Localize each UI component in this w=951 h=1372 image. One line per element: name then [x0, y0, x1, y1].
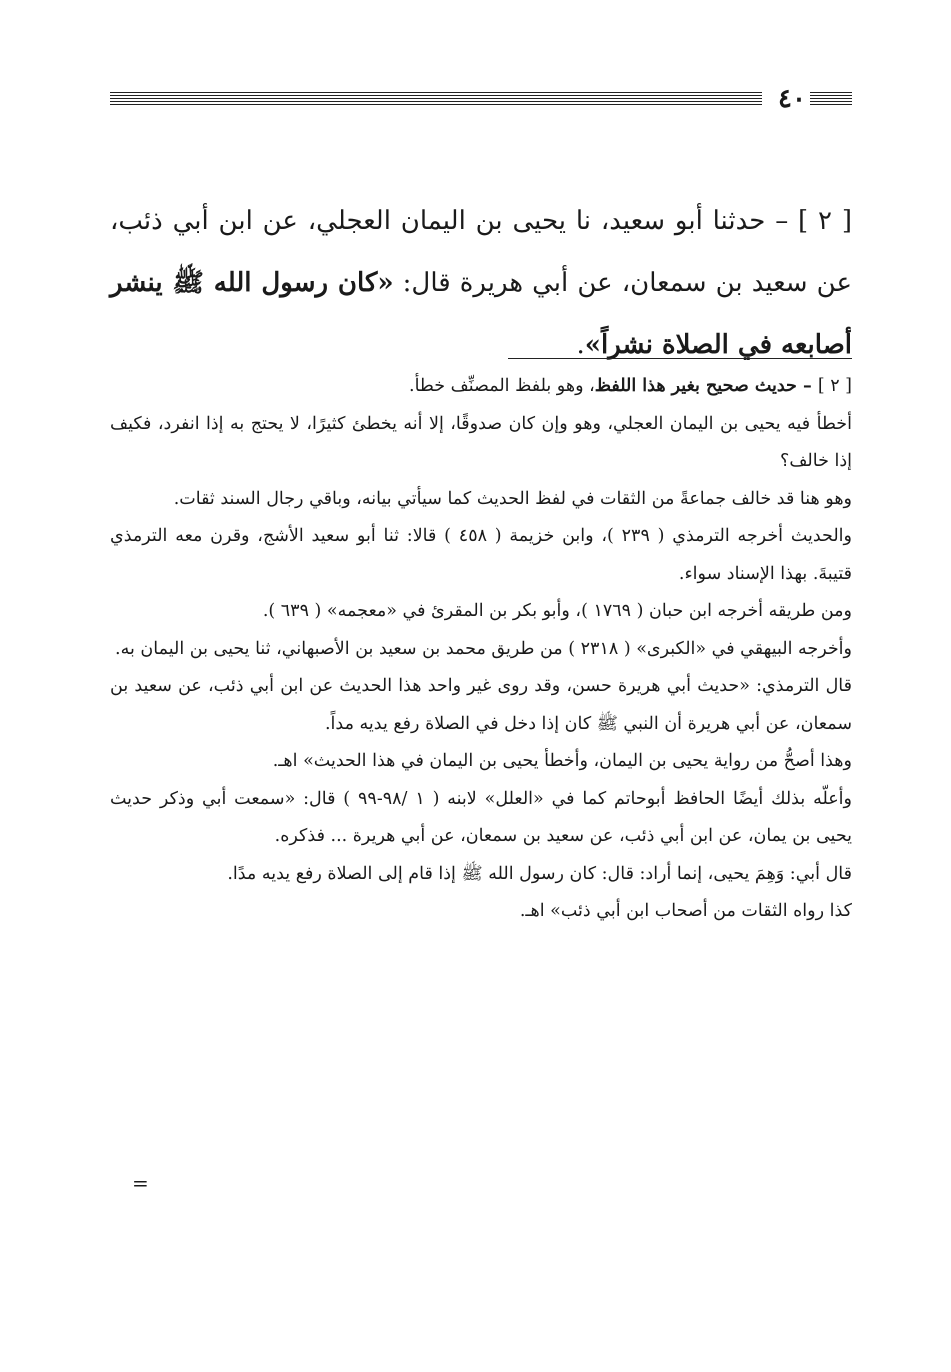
footnote-paragraph: والحديث أخرجه الترمذي ( ٢٣٩ )، وابن خزيمة ( ٤٥٨ ) قالا: ثنا أبو سعيد الأشج، وقرن معه الترمذي قتيبةَ. بهذا الإسناد سواء.: [110, 526, 852, 584]
page-header: [110, 84, 852, 118]
footnote-paragraph: أخطأ فيه يحيى بن اليمان العجلي، وهو وإن كان صدوقًا، إلا أنه يخطئ كثيرًا، لا يحتج به إذا انفرد، فكيف إذا خالف؟: [110, 413, 852, 471]
hadith-chain: – حدثنا أبو سعيد، نا يحيى بن اليمان العجلي، عن ابن أبي ذئب، عن سعيد بن سمعان، عن أبي هريرة قال:: [110, 206, 852, 298]
footnote-paragraph: كذا رواه الثقات من أصحاب ابن أبي ذئب» اهـ.: [519, 901, 852, 921]
footnote-paragraph: قال الترمذي: «حديث أبي هريرة حسن، وقد روى غير واحد هذا الحديث عن ابن أبي ذئب، عن سعيد بن سمعان، عن أبي هريرة أن النبي ﷺ كان إذا دخل في الصلاة رفع يديه مداً.: [110, 676, 852, 734]
footnote-divider: [508, 358, 852, 359]
header-rule-right: [810, 92, 852, 106]
footnote-heading: [110, 368, 852, 406]
footnotes: [110, 368, 852, 931]
footnote-paragraph: وهذا أصحُّ من رواية يحيى بن اليمان، وأخطأ يحيى بن اليمان في هذا الحديث» اهـ.: [272, 751, 852, 771]
footnote-paragraph: وهو هنا قد خالف جماعةً من الثقات في لفظ الحديث كما سيأتي بيانه، وباقي رجال السند ثقات.: [173, 488, 852, 509]
footnote-ref-number: [ ٢ ]: [817, 376, 852, 396]
page-number: ٤٠: [778, 84, 806, 114]
footnote-paragraph: وأخرجه البيهقي في «الكبرى» ( ٢٣١٨ ) من طريق محمد بن سعيد بن الأصبهاني، ثنا يحيى بن اليمان به.: [115, 638, 852, 659]
hadith-matn: «كان رسول الله ﷺ ينشر أصابعه في الصلاة نشراً»: [110, 268, 852, 360]
continuation-mark: =: [132, 1171, 149, 1195]
hadith-end: .: [576, 330, 585, 360]
header-rule-left: [110, 92, 762, 106]
footnote-ruling: – حديث صحيح بغير هذا اللفظ: [594, 376, 818, 396]
footnote-paragraph: قال أبي: وَهِمَ يحيى، إنما أراد: قال: كان رسول الله ﷺ إذا قام إلى الصلاة رفع يديه مدًا.: [227, 863, 852, 884]
footnote-ruling-rest: ، وهو بلفظ المصنِّف خطأ.: [409, 376, 595, 396]
footnote-paragraph: وأعلّه بذلك أيضًا الحافظ أبوحاتم كما في «العلل» لابنه ( ١ /٩٨-٩٩ ) قال: «سمعت أبي وذكر حديث يحيى بن يمان، عن ابن أبي ذئب، عن سعيد بن سمعان، عن أبي هريرة ... فذكره.: [110, 788, 852, 846]
hadith-paragraph: [110, 190, 852, 376]
footnote-paragraph: ومن طريقه أخرجه ابن حبان ( ١٧٦٩ )، وأبو بكر بن المقرئ في «معجمه» ( ٦٣٩ ).: [262, 601, 852, 621]
hadith-text: [110, 190, 852, 376]
hadith-number: [ ٢ ]: [798, 206, 852, 236]
